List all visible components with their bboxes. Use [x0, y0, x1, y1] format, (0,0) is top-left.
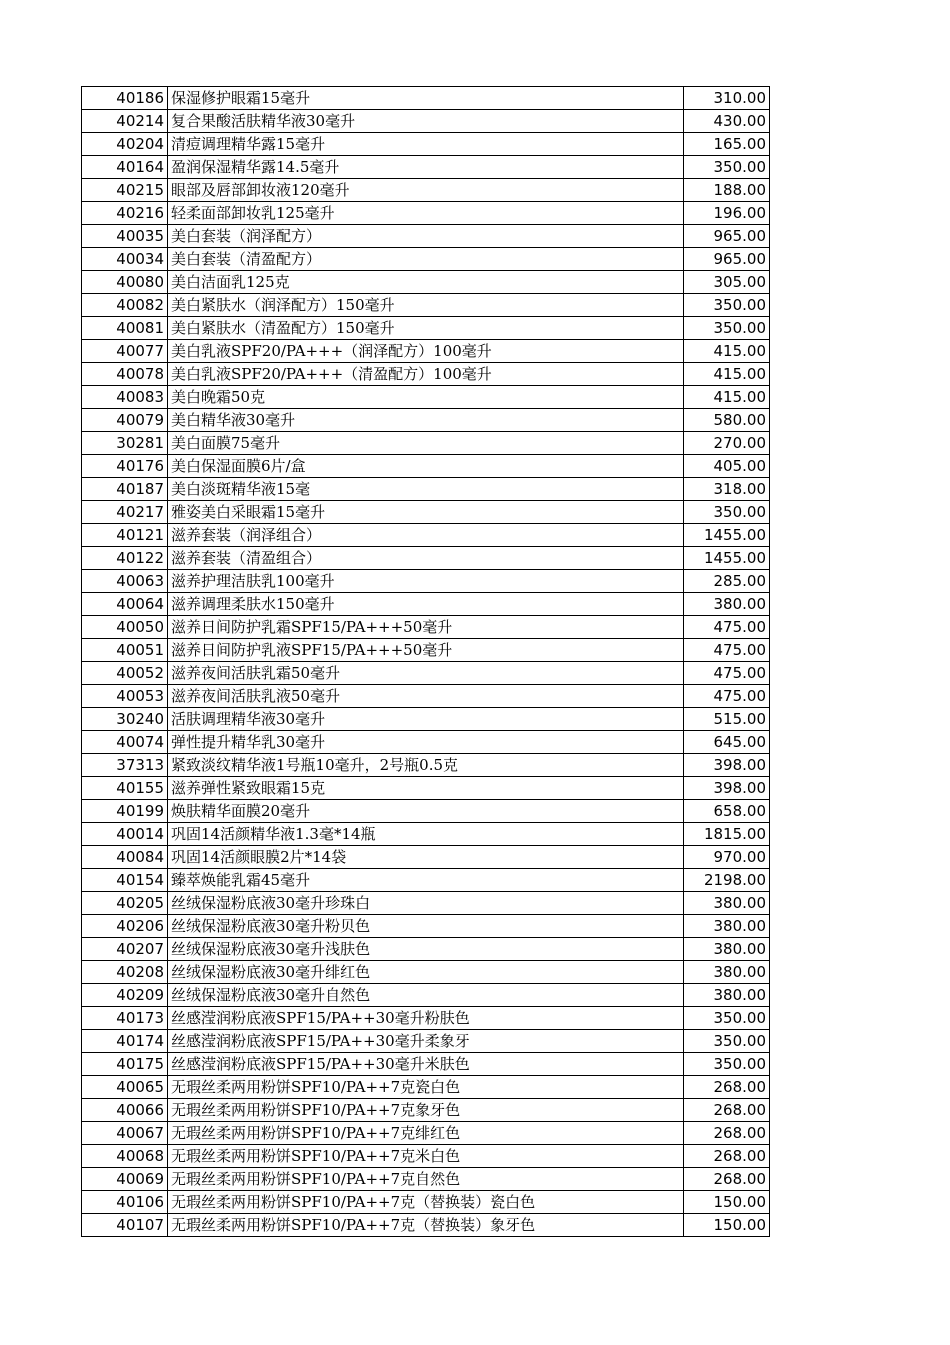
- product-price-cell: 645.00: [684, 731, 770, 754]
- product-price-cell: 188.00: [684, 179, 770, 202]
- product-name-cell: 无瑕丝柔两用粉饼SPF10/PA++7克米白色: [168, 1145, 684, 1168]
- table-row: [82, 363, 770, 386]
- product-code-cell: 40083: [82, 386, 168, 409]
- table-row: [82, 202, 770, 225]
- product-price-cell: 285.00: [684, 570, 770, 593]
- product-code-cell: 40067: [82, 1122, 168, 1145]
- product-code-cell: 40074: [82, 731, 168, 754]
- product-name-cell: 无瑕丝柔两用粉饼SPF10/PA++7克自然色: [168, 1168, 684, 1191]
- product-code-cell: 40035: [82, 225, 168, 248]
- table-row: [82, 846, 770, 869]
- product-price-cell: 305.00: [684, 271, 770, 294]
- product-name-cell: 滋养日间防护乳液SPF15/PA+++50毫升: [168, 639, 684, 662]
- product-name-cell: 美白保湿面膜6片/盒: [168, 455, 684, 478]
- product-code-cell: 40068: [82, 1145, 168, 1168]
- product-code-cell: 40080: [82, 271, 168, 294]
- product-code-cell: 40034: [82, 248, 168, 271]
- table-row: [82, 869, 770, 892]
- product-code-cell: 40063: [82, 570, 168, 593]
- product-name-cell: 无瑕丝柔两用粉饼SPF10/PA++7克瓷白色: [168, 1076, 684, 1099]
- product-name-cell: 美白套装（清盈配方）: [168, 248, 684, 271]
- table-row: [82, 662, 770, 685]
- product-price-cell: 268.00: [684, 1099, 770, 1122]
- product-code-cell: 40053: [82, 685, 168, 708]
- product-price-cell: 380.00: [684, 892, 770, 915]
- product-name-cell: 丝感滢润粉底液SPF15/PA++30毫升粉肤色: [168, 1007, 684, 1030]
- product-price-cell: 475.00: [684, 639, 770, 662]
- product-price-cell: 658.00: [684, 800, 770, 823]
- product-code-cell: 40154: [82, 869, 168, 892]
- product-code-cell: 40014: [82, 823, 168, 846]
- product-code-cell: 40176: [82, 455, 168, 478]
- product-price-cell: 965.00: [684, 248, 770, 271]
- product-code-cell: 40175: [82, 1053, 168, 1076]
- product-name-cell: 无瑕丝柔两用粉饼SPF10/PA++7克（替换装）瓷白色: [168, 1191, 684, 1214]
- product-price-cell: 580.00: [684, 409, 770, 432]
- product-code-cell: 40082: [82, 294, 168, 317]
- product-name-cell: 丝感滢润粉底液SPF15/PA++30毫升柔象牙: [168, 1030, 684, 1053]
- product-price-cell: 268.00: [684, 1076, 770, 1099]
- product-name-cell: 滋养套装（清盈组合）: [168, 547, 684, 570]
- product-name-cell: 保湿修护眼霜15毫升: [168, 87, 684, 110]
- product-code-cell: 40084: [82, 846, 168, 869]
- product-code-cell: 40207: [82, 938, 168, 961]
- product-code-cell: 40107: [82, 1214, 168, 1237]
- product-price-cell: 380.00: [684, 961, 770, 984]
- product-code-cell: 40206: [82, 915, 168, 938]
- table-row: [82, 547, 770, 570]
- product-code-cell: 40217: [82, 501, 168, 524]
- product-name-cell: 美白面膜75毫升: [168, 432, 684, 455]
- product-code-cell: 40214: [82, 110, 168, 133]
- product-code-cell: 40078: [82, 363, 168, 386]
- product-code-cell: 40187: [82, 478, 168, 501]
- product-code-cell: 40065: [82, 1076, 168, 1099]
- product-name-cell: 活肤调理精华液30毫升: [168, 708, 684, 731]
- product-name-cell: 清痘调理精华露15毫升: [168, 133, 684, 156]
- table-row: [82, 731, 770, 754]
- table-row: [82, 248, 770, 271]
- table-row: [82, 938, 770, 961]
- product-price-cell: 268.00: [684, 1122, 770, 1145]
- table-row: [82, 478, 770, 501]
- product-price-cell: 965.00: [684, 225, 770, 248]
- product-name-cell: 眼部及唇部卸妆液120毫升: [168, 179, 684, 202]
- product-price-cell: 310.00: [684, 87, 770, 110]
- product-name-cell: 盈润保湿精华露14.5毫升: [168, 156, 684, 179]
- table-row: [82, 110, 770, 133]
- product-name-cell: 美白淡斑精华液15毫: [168, 478, 684, 501]
- product-price-cell: 165.00: [684, 133, 770, 156]
- product-price-cell: 350.00: [684, 1007, 770, 1030]
- product-name-cell: 丝绒保湿粉底液30毫升绯红色: [168, 961, 684, 984]
- table-row: [82, 1214, 770, 1237]
- table-row: [82, 1076, 770, 1099]
- product-price-cell: 350.00: [684, 501, 770, 524]
- product-code-cell: 40079: [82, 409, 168, 432]
- product-name-cell: 美白洁面乳125克: [168, 271, 684, 294]
- product-name-cell: 美白乳液SPF20/PA+++（清盈配方）100毫升: [168, 363, 684, 386]
- table-row: [82, 823, 770, 846]
- product-name-cell: 滋养弹性紧致眼霜15克: [168, 777, 684, 800]
- product-name-cell: 丝绒保湿粉底液30毫升粉贝色: [168, 915, 684, 938]
- product-name-cell: 弹性提升精华乳30毫升: [168, 731, 684, 754]
- product-code-cell: 30281: [82, 432, 168, 455]
- table-row: [82, 386, 770, 409]
- product-name-cell: 滋养夜间活肤乳液50毫升: [168, 685, 684, 708]
- product-code-cell: 40215: [82, 179, 168, 202]
- table-row: [82, 501, 770, 524]
- product-price-cell: 475.00: [684, 662, 770, 685]
- product-name-cell: 丝感滢润粉底液SPF15/PA++30毫升米肤色: [168, 1053, 684, 1076]
- product-price-cell: 380.00: [684, 938, 770, 961]
- product-code-cell: 40204: [82, 133, 168, 156]
- product-price-cell: 415.00: [684, 340, 770, 363]
- product-price-cell: 268.00: [684, 1145, 770, 1168]
- product-code-cell: 40106: [82, 1191, 168, 1214]
- table-row: [82, 1168, 770, 1191]
- product-code-cell: 40199: [82, 800, 168, 823]
- table-row: [82, 1099, 770, 1122]
- product-price-cell: 150.00: [684, 1214, 770, 1237]
- product-price-cell: 1455.00: [684, 524, 770, 547]
- product-price-cell: 268.00: [684, 1168, 770, 1191]
- product-price-cell: 350.00: [684, 317, 770, 340]
- product-code-cell: 37313: [82, 754, 168, 777]
- table-row: [82, 800, 770, 823]
- table-row: [82, 133, 770, 156]
- product-price-cell: 380.00: [684, 593, 770, 616]
- product-code-cell: 40052: [82, 662, 168, 685]
- product-code-cell: 40051: [82, 639, 168, 662]
- table-row: [82, 984, 770, 1007]
- product-name-cell: 雅姿美白采眼霜15毫升: [168, 501, 684, 524]
- product-code-cell: 40050: [82, 616, 168, 639]
- product-name-cell: 丝绒保湿粉底液30毫升自然色: [168, 984, 684, 1007]
- product-name-cell: 复合果酸活肤精华液30毫升: [168, 110, 684, 133]
- table-row: [82, 892, 770, 915]
- product-price-cell: 415.00: [684, 363, 770, 386]
- product-price-cell: 430.00: [684, 110, 770, 133]
- product-name-cell: 无瑕丝柔两用粉饼SPF10/PA++7克绯红色: [168, 1122, 684, 1145]
- product-price-cell: 350.00: [684, 156, 770, 179]
- price-list-body: [82, 87, 770, 1237]
- product-price-cell: 150.00: [684, 1191, 770, 1214]
- product-code-cell: 40122: [82, 547, 168, 570]
- table-row: [82, 639, 770, 662]
- table-row: [82, 1007, 770, 1030]
- product-name-cell: 轻柔面部卸妆乳125毫升: [168, 202, 684, 225]
- product-name-cell: 美白紧肤水（润泽配方）150毫升: [168, 294, 684, 317]
- product-name-cell: 滋养夜间活肤乳霜50毫升: [168, 662, 684, 685]
- product-price-cell: 398.00: [684, 754, 770, 777]
- product-name-cell: 丝绒保湿粉底液30毫升浅肤色: [168, 938, 684, 961]
- product-price-cell: 475.00: [684, 616, 770, 639]
- product-name-cell: 美白紧肤水（清盈配方）150毫升: [168, 317, 684, 340]
- table-row: [82, 1030, 770, 1053]
- table-row: [82, 685, 770, 708]
- product-name-cell: 焕肤精华面膜20毫升: [168, 800, 684, 823]
- table-row: [82, 271, 770, 294]
- product-code-cell: 40209: [82, 984, 168, 1007]
- product-name-cell: 丝绒保湿粉底液30毫升珍珠白: [168, 892, 684, 915]
- table-row: [82, 570, 770, 593]
- product-price-cell: 350.00: [684, 294, 770, 317]
- table-row: [82, 156, 770, 179]
- product-code-cell: 40081: [82, 317, 168, 340]
- product-name-cell: 滋养护理洁肤乳100毫升: [168, 570, 684, 593]
- product-price-cell: 1455.00: [684, 547, 770, 570]
- product-price-cell: 350.00: [684, 1030, 770, 1053]
- product-code-cell: 40069: [82, 1168, 168, 1191]
- product-price-cell: 398.00: [684, 777, 770, 800]
- table-row: [82, 1053, 770, 1076]
- table-row: [82, 524, 770, 547]
- table-row: [82, 317, 770, 340]
- product-name-cell: 美白套装（润泽配方）: [168, 225, 684, 248]
- table-row: [82, 1122, 770, 1145]
- product-name-cell: 臻萃焕能乳霜45毫升: [168, 869, 684, 892]
- product-code-cell: 40066: [82, 1099, 168, 1122]
- product-code-cell: 40164: [82, 156, 168, 179]
- table-row: [82, 1145, 770, 1168]
- price-list-table: [81, 86, 770, 1237]
- table-row: [82, 340, 770, 363]
- product-price-cell: 515.00: [684, 708, 770, 731]
- product-price-cell: 270.00: [684, 432, 770, 455]
- product-code-cell: 40216: [82, 202, 168, 225]
- product-code-cell: 40064: [82, 593, 168, 616]
- product-code-cell: 40155: [82, 777, 168, 800]
- product-price-cell: 380.00: [684, 984, 770, 1007]
- table-row: [82, 777, 770, 800]
- product-price-cell: 415.00: [684, 386, 770, 409]
- product-name-cell: 美白精华液30毫升: [168, 409, 684, 432]
- table-row: [82, 1191, 770, 1214]
- product-code-cell: 40174: [82, 1030, 168, 1053]
- product-price-cell: 318.00: [684, 478, 770, 501]
- product-name-cell: 滋养日间防护乳霜SPF15/PA+++50毫升: [168, 616, 684, 639]
- table-row: [82, 409, 770, 432]
- table-row: [82, 754, 770, 777]
- table-row: [82, 87, 770, 110]
- product-name-cell: 无瑕丝柔两用粉饼SPF10/PA++7克（替换装）象牙色: [168, 1214, 684, 1237]
- table-row: [82, 616, 770, 639]
- product-name-cell: 美白乳液SPF20/PA+++（润泽配方）100毫升: [168, 340, 684, 363]
- product-code-cell: 40173: [82, 1007, 168, 1030]
- product-price-cell: 380.00: [684, 915, 770, 938]
- product-code-cell: 40208: [82, 961, 168, 984]
- product-price-cell: 2198.00: [684, 869, 770, 892]
- table-row: [82, 915, 770, 938]
- product-code-cell: 40077: [82, 340, 168, 363]
- product-name-cell: 美白晚霜50克: [168, 386, 684, 409]
- product-price-cell: 405.00: [684, 455, 770, 478]
- product-name-cell: 紧致淡纹精华液1号瓶10毫升，2号瓶0.5克: [168, 754, 684, 777]
- product-name-cell: 巩固14活颜精华液1.3毫*14瓶: [168, 823, 684, 846]
- table-row: [82, 593, 770, 616]
- table-row: [82, 455, 770, 478]
- product-price-cell: 1815.00: [684, 823, 770, 846]
- table-row: [82, 432, 770, 455]
- table-row: [82, 179, 770, 202]
- product-name-cell: 无瑕丝柔两用粉饼SPF10/PA++7克象牙色: [168, 1099, 684, 1122]
- product-code-cell: 30240: [82, 708, 168, 731]
- product-price-cell: 196.00: [684, 202, 770, 225]
- table-row: [82, 294, 770, 317]
- product-price-cell: 350.00: [684, 1053, 770, 1076]
- product-name-cell: 滋养套装（润泽组合）: [168, 524, 684, 547]
- product-code-cell: 40121: [82, 524, 168, 547]
- product-code-cell: 40205: [82, 892, 168, 915]
- table-row: [82, 708, 770, 731]
- product-name-cell: 巩固14活颜眼膜2片*14袋: [168, 846, 684, 869]
- product-code-cell: 40186: [82, 87, 168, 110]
- table-row: [82, 961, 770, 984]
- product-price-cell: 970.00: [684, 846, 770, 869]
- product-name-cell: 滋养调理柔肤水150毫升: [168, 593, 684, 616]
- product-price-cell: 475.00: [684, 685, 770, 708]
- table-row: [82, 225, 770, 248]
